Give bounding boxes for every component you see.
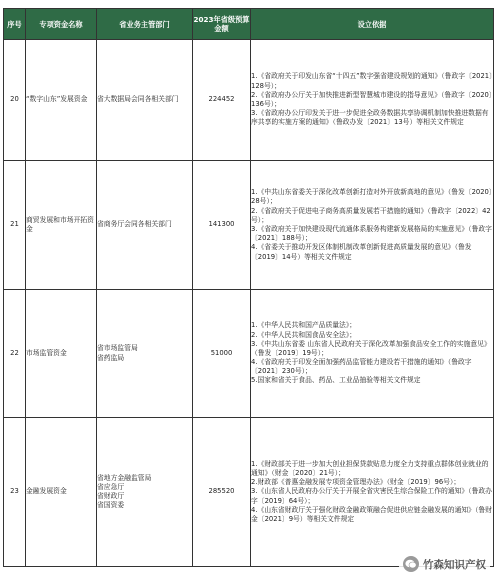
dept-line: 省市场监管局: [97, 344, 138, 353]
basis-item: 3.《中共山东省委 山东省人民政府关于深化改革加强食品安全工作的实施意见》（鲁发〔2019〕19号）；: [251, 339, 491, 357]
table-row: [4, 161, 494, 290]
watermark: [399, 554, 490, 574]
table-row: [4, 418, 494, 567]
header-amount: 2023年省级预算金额: [193, 9, 251, 40]
dept-line: 省国资委: [97, 501, 125, 510]
basis-item: 2.《中华人民共和国食品安全法》；: [251, 330, 357, 339]
budget-amount: 224452: [193, 40, 251, 161]
fund-name: 金融发展资金: [26, 418, 97, 567]
dept-line: 省应急厅: [97, 482, 125, 491]
basis-item: 2.财政部《普惠金融发展专项资金管理办法》（财金〔2019〕96号）；: [251, 478, 461, 487]
basis-item: 5.国家和省关于食品、药品、工业品抽验等相关文件规定: [251, 376, 421, 385]
header-row: [4, 9, 494, 40]
fund-name: 市场监管资金: [26, 290, 97, 418]
dept-line: 省商务厅会同各相关部门: [97, 220, 172, 229]
basis-cell: [251, 290, 494, 418]
funds-table: [3, 8, 494, 567]
header-name: 专项资金名称: [26, 9, 97, 40]
budget-amount: 141300: [193, 161, 251, 290]
header-index: 序号: [4, 9, 26, 40]
fund-name: “数字山东”发展资金: [26, 40, 97, 161]
table-row: [4, 290, 494, 418]
dept-cell: [97, 290, 193, 418]
dept-line: 省地方金融监管局: [97, 473, 152, 482]
row-index: 20: [4, 40, 26, 161]
dept-cell: [97, 40, 193, 161]
dept-line: 省财政厅: [97, 492, 125, 500]
row-index: 22: [4, 290, 26, 418]
basis-cell: [251, 161, 494, 290]
dept-cell: [97, 161, 193, 290]
basis-item: 3.《省政府关于加快建设现代流通体系服务构建新发展格局的实施意见》（鲁政字〔2021〕188号）；: [251, 225, 492, 243]
basis-cell: [251, 40, 494, 161]
basis-item: 1.《中华人民共和国产品质量法》；: [251, 321, 357, 330]
budget-amount: 51000: [193, 290, 251, 418]
basis-item: 4.《山东省财政厅关于强化财政金融政策融合促进供应链金融发展的通知》（鲁财金〔2021〕9号）等相关文件规定: [251, 505, 492, 523]
header-dept: 省业务主管部门: [97, 9, 193, 40]
watermark-text: 竹森知识产权: [423, 558, 486, 571]
row-index: 21: [4, 161, 26, 290]
budget-amount: 285520: [193, 418, 251, 567]
table-row: [4, 40, 494, 161]
basis-item: 4.《省政府关于印发全面加强药品监管能力建设若干措施的通知》（鲁政字〔2021〕230号）；: [251, 358, 472, 376]
basis-item: 2.《省政府关于促进电子商务高质量发展若干措施的通知》（鲁政字〔2022〕42号）；: [251, 206, 491, 224]
row-index: 23: [4, 418, 26, 567]
basis-item: 4.《省委关于推动开发区体制机制改革创新促进高质量发展的意见》（鲁发〔2019〕14号）等相关文件规定: [251, 243, 472, 261]
fund-name: 商贸发展和市场开拓资金: [26, 161, 97, 290]
dept-cell: [97, 418, 193, 567]
header-basis: 设立依据: [251, 9, 494, 40]
basis-item: 1.《财政部关于进一步加大创业担保贷款贴息力度全力支持重点群体创业就业的通知》（财金〔2020〕21号）；: [251, 459, 489, 478]
dept-line: 省药监局: [97, 353, 125, 362]
basis-item: 3.《省政府办公厅印发关于进一步促进全政务数据共享协调机制加快推进数据有序共享的实施方案的通知》（鲁政办发〔2021〕13号）等相关文件规定: [251, 109, 489, 127]
wechat-bubble-icon: [403, 556, 419, 572]
basis-cell: [251, 418, 494, 567]
basis-item: 2.《省政府办公厅关于加快推进新型智慧城市建设的指导意见》（鲁政字〔2020〕136号）；: [251, 90, 493, 108]
basis-item: 1.《省政府关于印发山东省“十四五”数字强省建设规划的通知》（鲁政字〔2021〕128号）；: [251, 72, 493, 90]
basis-item: 3.《山东省人民政府办公厅关于开展全省灾害民生综合保险工作的通知》（鲁政办字〔2019〕64号）；: [251, 487, 492, 505]
basis-item: 1.《中共山东省委关于深化改革创新打造对外开放新高地的意见》（鲁发〔2020〕28号）；: [251, 188, 493, 206]
dept-line: 省大数据局会同各相关部门: [97, 95, 179, 104]
